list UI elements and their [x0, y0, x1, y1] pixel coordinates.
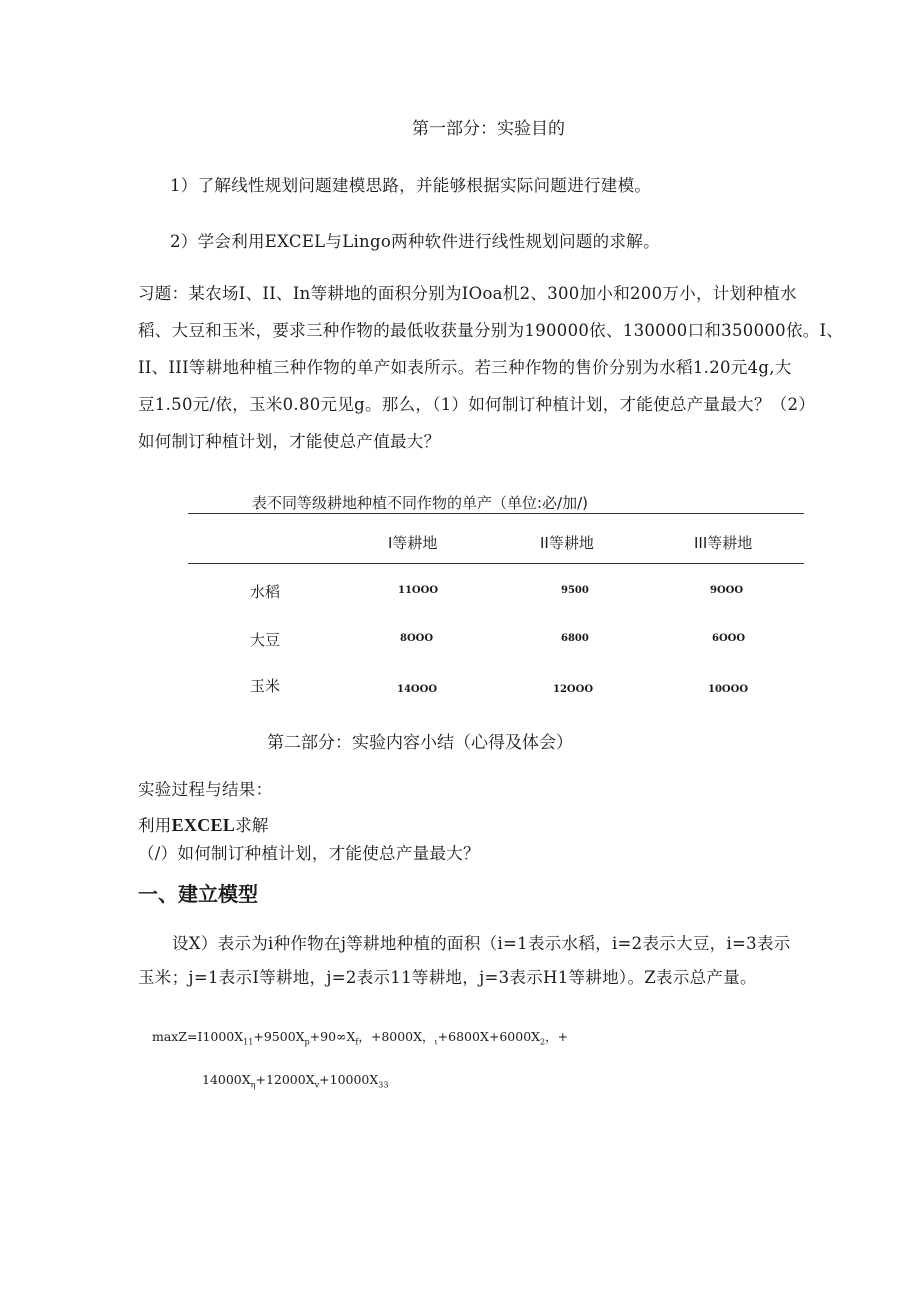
f2-sub-a: η — [250, 1080, 256, 1090]
header-grade-2: II等耕地 — [540, 534, 594, 552]
excel-prefix: 利用 — [138, 816, 172, 835]
cell-rice-grade-3: 9OOO — [710, 585, 744, 596]
f1-sub-c: f — [355, 1037, 359, 1047]
part1-heading: 第一部分：实验目的 — [412, 119, 565, 139]
cell-soybean-grade-2: 6800 — [561, 633, 589, 644]
f1-sub-d: ι — [434, 1037, 438, 1047]
exercise-line-1: 习题：某农场I、II、In等耕地的面积分别为IOoa机2、300加小和200万小，计划种植水 — [138, 284, 797, 303]
row-crop-rice: 水稻 — [250, 583, 281, 601]
cell-soybean-grade-3: 6OOO — [712, 633, 746, 644]
row-crop-corn: 玉米 — [250, 677, 281, 695]
part2-heading: 第二部分：实验内容小结（心得及体会） — [267, 733, 573, 753]
f1-sub-e: 2 — [540, 1037, 546, 1047]
cell-corn-grade-2: 12OOO — [553, 684, 594, 695]
objective-formula-line-2 — [202, 1072, 388, 1090]
goal-2: 2）学会利用EXCEL与Lingo两种软件进行线性规划问题的求解。 — [170, 232, 660, 251]
objective-formula-line-1 — [152, 1027, 568, 1047]
excel-suffix: 求解 — [235, 816, 269, 835]
goal-1: 1）了解线性规划问题建模思路，并能够根据实际问题进行建模。 — [170, 176, 652, 195]
f1-term-e: +6800X+6000X — [437, 1029, 541, 1044]
table-header-rule — [188, 563, 804, 564]
header-grade-3: III等耕地 — [694, 534, 753, 552]
cell-rice-grade-1: 11OOO — [398, 585, 439, 596]
section-title-build-model: 一、建立模型 — [138, 882, 258, 906]
exercise-line-2: 稻、大豆和玉米，要求三种作物的最低收获量分别为190000依、130000口和350000依。I、 — [138, 321, 844, 340]
excel-solve-line — [138, 812, 269, 836]
table-top-rule — [188, 513, 804, 514]
f2-sub-c: 33 — [378, 1080, 389, 1090]
question-total-output: （/）如何制订种植计划，才能使总产量最大？ — [138, 844, 480, 863]
table-title: 表不同等级耕地种植不同作物的单产（单位:必/加/) — [252, 494, 589, 512]
exercise-line-5: 如何制订种植计划，才能使总产值最大？ — [138, 432, 441, 451]
exercise-line-3: II、III等耕地种植三种作物的单产如表所示。若三种作物的售价分别为水稻1.20元4g,大 — [138, 358, 792, 377]
f1-term-b: +9500X — [253, 1029, 305, 1044]
f1-term-a: maxZ=I1000X — [152, 1029, 244, 1044]
f1-sub-a: 11 — [243, 1037, 254, 1047]
f1-term-f: ，+ — [545, 1029, 569, 1044]
f1-sub-b: p — [304, 1037, 310, 1047]
cell-corn-grade-3: 10OOO — [708, 684, 749, 695]
model-definition-1: 设X）表示为i种作物在j等耕地种植的面积（i=1表示水稻，i=2表示大豆，i=3表示 — [172, 934, 791, 953]
process-label: 实验过程与结果： — [138, 780, 273, 799]
model-definition-2: 玉米；j=1表示I等耕地，j=2表示11等耕地，j=3表示H1等耕地）。Z表示总产量。 — [138, 968, 757, 987]
f2-term-b: +12000X — [255, 1072, 315, 1087]
f2-term-c: +10000X — [319, 1072, 379, 1087]
f2-term-a: 14000X — [202, 1072, 251, 1087]
exercise-line-4: 豆1.50元/依，玉米0.80元见g。那么，（1）如何制订种植计划，才能使总产量最大？（2） — [138, 395, 816, 414]
row-crop-soybean: 大豆 — [250, 631, 281, 649]
f1-term-d: ，+8000X， — [358, 1029, 435, 1044]
f1-term-c: +90∞X — [309, 1029, 356, 1044]
cell-soybean-grade-1: 8OOO — [400, 633, 434, 644]
f2-sub-b: v — [314, 1080, 320, 1090]
excel-label: EXCEL — [171, 815, 236, 835]
cell-corn-grade-1: 14OOO — [397, 684, 438, 695]
header-grade-1: I等耕地 — [388, 534, 438, 552]
cell-rice-grade-2: 9500 — [561, 585, 589, 596]
